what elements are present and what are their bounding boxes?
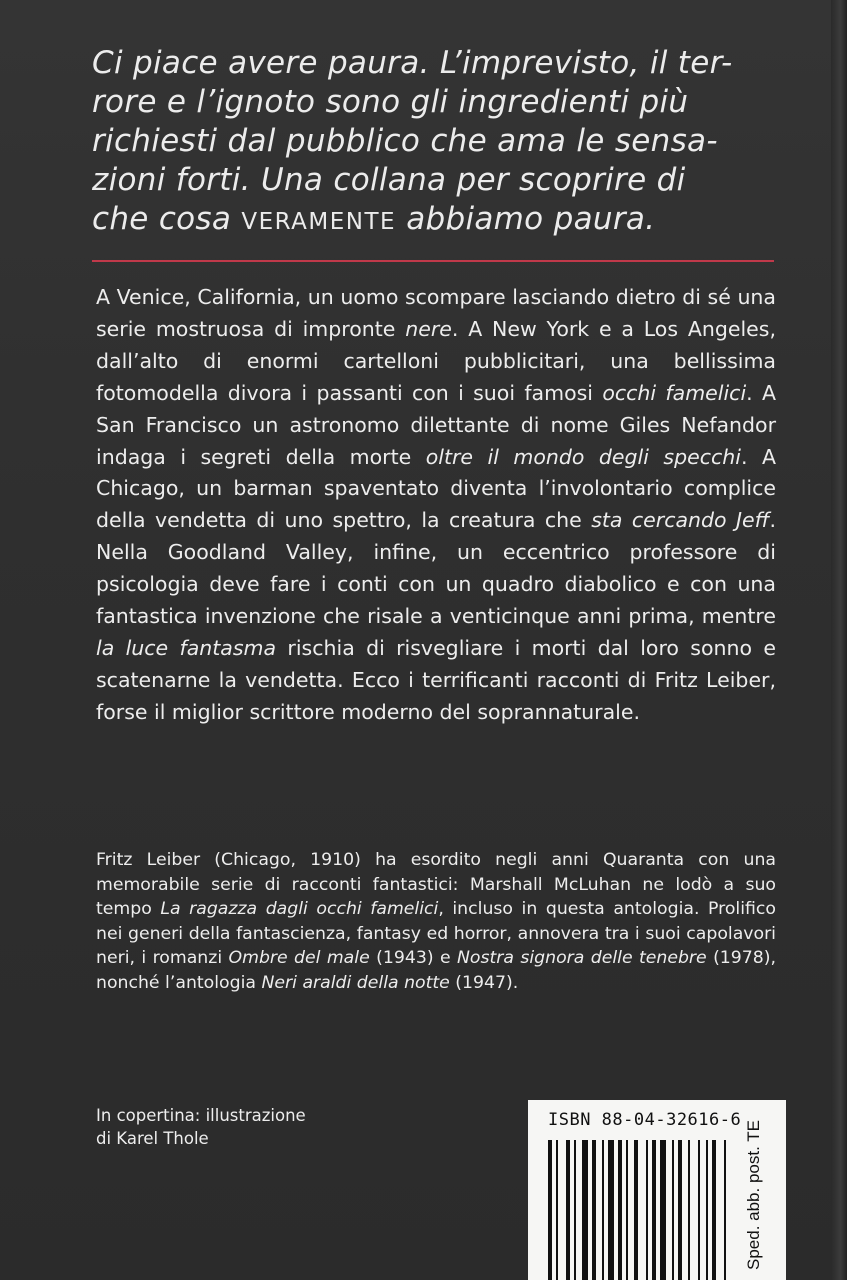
- credit-line: In copertina: illustrazione: [96, 1106, 306, 1125]
- synopsis-italic: sta cercando Jeff: [591, 508, 770, 533]
- synopsis-paragraph: [96, 282, 776, 729]
- isbn-label: ISBN 88-04-32616-6: [548, 1110, 742, 1130]
- bio-text: (1978), nonché l’antologia: [96, 948, 777, 993]
- bio-text: (1943) e: [369, 948, 457, 969]
- series-tagline: [92, 44, 782, 242]
- barcode: [548, 1140, 772, 1280]
- barcode-bar: [626, 1140, 628, 1280]
- barcode-bar: [678, 1140, 682, 1280]
- barcode-bar: [602, 1140, 604, 1280]
- barcode-bar: [592, 1140, 596, 1280]
- synopsis-text: . A New York e a Los Angeles, dall’alto di enormi cartelloni pubblicitari, una bellissima fotomodella divora i passanti con i suoi famosi: [96, 316, 776, 405]
- cover-credit: [96, 1104, 416, 1150]
- synopsis-italic: la luce fantasma: [96, 635, 277, 660]
- synopsis-text: . A San Francisco un astronomo dilettante di nome Giles Nefandor indaga i segreti della morte: [96, 380, 776, 469]
- tagline-line: zioni forti. Una collana per scoprire di: [92, 162, 686, 198]
- barcode-bar: [652, 1140, 656, 1280]
- bio-title: Neri araldi della notte: [261, 972, 450, 993]
- barcode-bar: [698, 1140, 700, 1280]
- tagline-line: Ci piace avere paura. L’imprevisto, il ter-: [92, 45, 733, 81]
- barcode-bar: [706, 1140, 708, 1280]
- barcode-bar: [582, 1140, 588, 1280]
- synopsis-italic: occhi famelici: [602, 380, 747, 405]
- bio-title: La ragazza dagli occhi famelici: [160, 899, 439, 920]
- barcode-bar: [724, 1140, 726, 1280]
- synopsis-text: rischia di risvegliare i morti dal loro sonno e scatenarne la vendetta. Ecco i terrificanti racconti di Fritz Leiber, forse il miglior scrittore moderno del soprannaturale.: [96, 635, 777, 724]
- bio-title: Nostra signora delle tenebre: [456, 948, 707, 969]
- tagline-line: rore e l’ignoto sono gli ingredienti più: [92, 84, 689, 120]
- synopsis-text: A Venice, California, un uomo scompare lasciando dietro di sé una serie mostruosa di impronte: [96, 285, 776, 341]
- barcode-bar: [566, 1140, 570, 1280]
- red-divider: [92, 260, 774, 262]
- tagline-emphasis: VERAMENTE: [241, 209, 397, 235]
- tagline-line: che cosa: [92, 201, 242, 237]
- author-bio: [96, 848, 776, 996]
- barcode-bar: [548, 1140, 552, 1280]
- barcode-bar: [608, 1140, 614, 1280]
- tagline-line: abbiamo paura.: [396, 201, 656, 237]
- barcode-bar: [660, 1140, 666, 1280]
- barcode-bar: [556, 1140, 558, 1280]
- barcode-bar: [634, 1140, 638, 1280]
- barcode-bar: [688, 1140, 690, 1280]
- synopsis-text: . Nella Goodland Valley, infine, un eccentrico professore di psicologia deve fare i conti con un quadro diabolico e con una fantastica invenzione che risale a venticinque anni prima, mentre: [96, 508, 776, 629]
- bio-text: , incluso in questa antologia. Prolifico nei generi della fantascienza, fantasy ed horror, annovera tra i suoi capolavori neri, i romanzi: [96, 899, 776, 969]
- postal-note: Sped. abb. post. TE: [744, 1120, 763, 1270]
- barcode-bar: [618, 1140, 622, 1280]
- barcode-bar: [712, 1140, 716, 1280]
- bio-text: (1947).: [449, 972, 519, 993]
- tagline-line: richiesti dal pubblico che ama le sensa-: [92, 123, 718, 159]
- synopsis-italic: oltre il mondo degli specchi: [425, 444, 741, 469]
- bio-title: Ombre del male: [228, 948, 370, 969]
- barcode-bar: [672, 1140, 674, 1280]
- synopsis-text: . A Chicago, un barman spaventato diventa l’involontario complice della vendetta di uno spettro, la creatura che: [96, 444, 776, 533]
- synopsis-italic: nere: [405, 316, 452, 341]
- bio-text: Fritz Leiber (Chicago, 1910) ha esordito negli anni Quaranta con una memorabile serie di racconti fantastici: Marshall McLuhan ne lodò a suo tempo: [96, 850, 776, 920]
- credit-line: di Karel Thole: [96, 1129, 209, 1148]
- barcode-bar: [646, 1140, 648, 1280]
- barcode-bar: [574, 1140, 576, 1280]
- cover-edge: [831, 0, 847, 1280]
